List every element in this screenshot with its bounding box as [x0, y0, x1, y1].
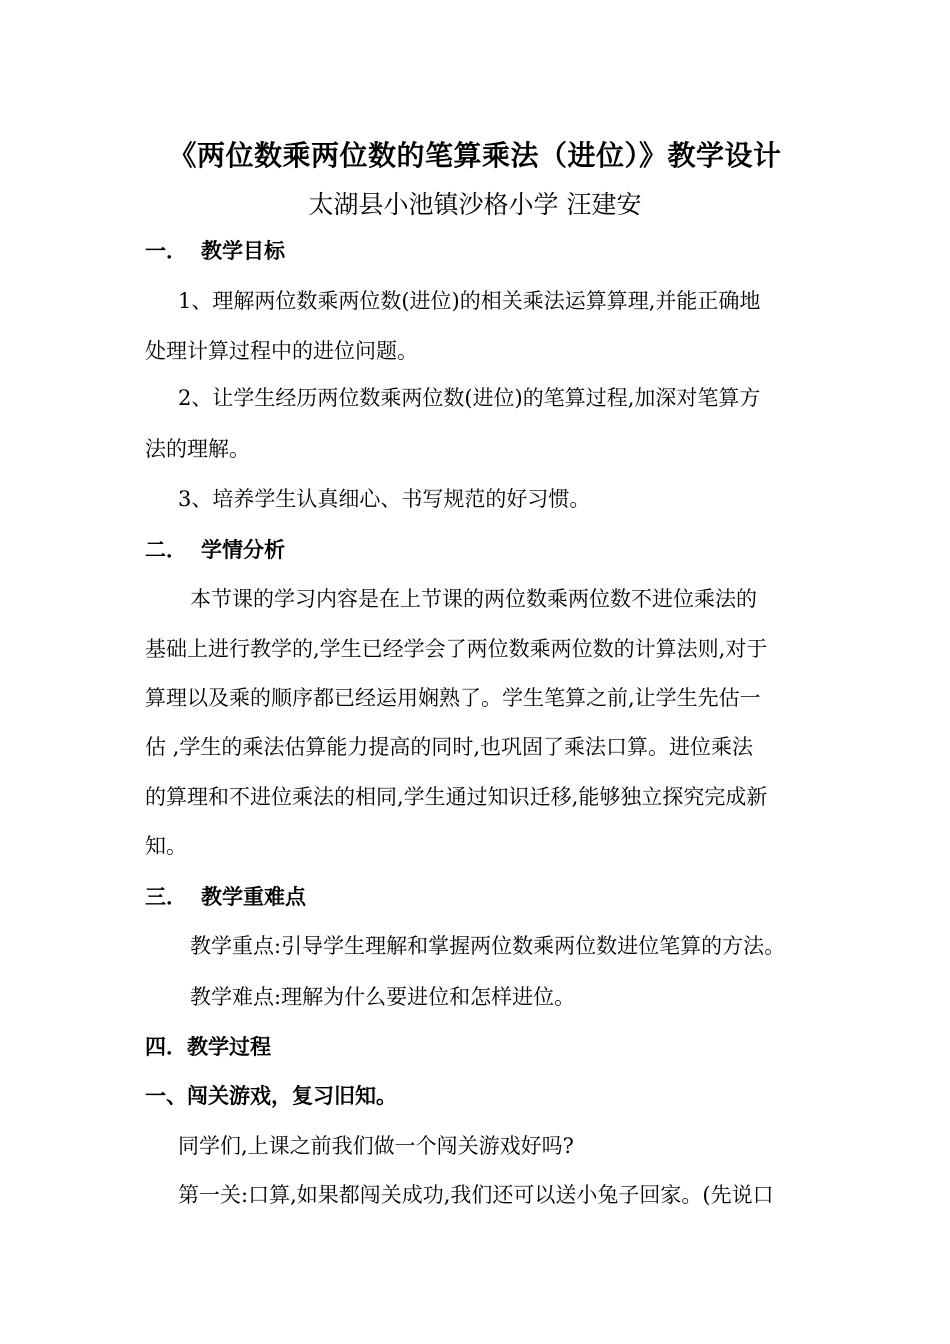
section-label: 学情分析 — [201, 537, 285, 562]
goal-line: 处理计算过程中的进位问题。 — [145, 339, 418, 363]
analysis-line: 本节课的学习内容是在上节课的两位数乘两位数不进位乘法的 — [190, 587, 757, 611]
goal-line: 1、理解两位数乘两位数(进位)的相关乘法运算算理,并能正确地 — [178, 289, 761, 313]
key-point-line: 教学重点:引导学生理解和掌握两位数乘两位数进位笔算的方法。 — [190, 934, 786, 958]
goal-line: 3、培养学生认真细心、书写规范的好习惯。 — [178, 487, 591, 511]
analysis-line: 基础上进行教学的,学生已经学会了两位数乘两位数的计算法则,对于 — [145, 637, 768, 661]
section-heading-process: 四．教学过程 — [145, 1034, 271, 1059]
process-line: 第一关:口算,如果都闯关成功,我们还可以送小兔子回家。(先说口 — [178, 1183, 774, 1207]
section-number: 二． — [145, 537, 187, 562]
key-point-line: 教学难点:理解为什么要进位和怎样进位。 — [190, 985, 576, 1009]
section-heading-analysis — [145, 535, 285, 565]
section-heading-key-points — [145, 882, 306, 912]
section-label: 教学目标 — [201, 238, 285, 263]
goal-line: 法的理解。 — [145, 437, 250, 461]
section-label: 教学重难点 — [201, 884, 306, 909]
goal-line: 2、让学生经历两位数乘两位数(进位)的笔算过程,加深对笔算方 — [178, 386, 761, 410]
analysis-line: 算理以及乘的顺序都已经运用娴熟了。学生笔算之前,让学生先估一 — [145, 686, 761, 710]
document-title: 《两位数乘两位数的笔算乘法（进位）》教学设计 — [168, 139, 782, 172]
section-number: 一． — [145, 238, 187, 263]
author-line: 太湖县小池镇沙格小学 汪建安 — [308, 190, 642, 219]
analysis-line: 估 ,学生的乘法估算能力提高的同时,也巩固了乘法口算。进位乘法 — [145, 735, 754, 759]
analysis-line: 知。 — [145, 834, 187, 858]
subsection-heading-review: 一、闯关游戏，复习旧知。 — [145, 1083, 397, 1108]
section-heading-goals — [145, 236, 285, 266]
analysis-line: 的算理和不进位乘法的相同,学生通过知识迁移,能够独立探究完成新 — [145, 785, 768, 809]
section-number: 三． — [145, 884, 187, 909]
process-line: 同学们,上课之前我们做一个闯关游戏好吗? — [178, 1134, 574, 1158]
